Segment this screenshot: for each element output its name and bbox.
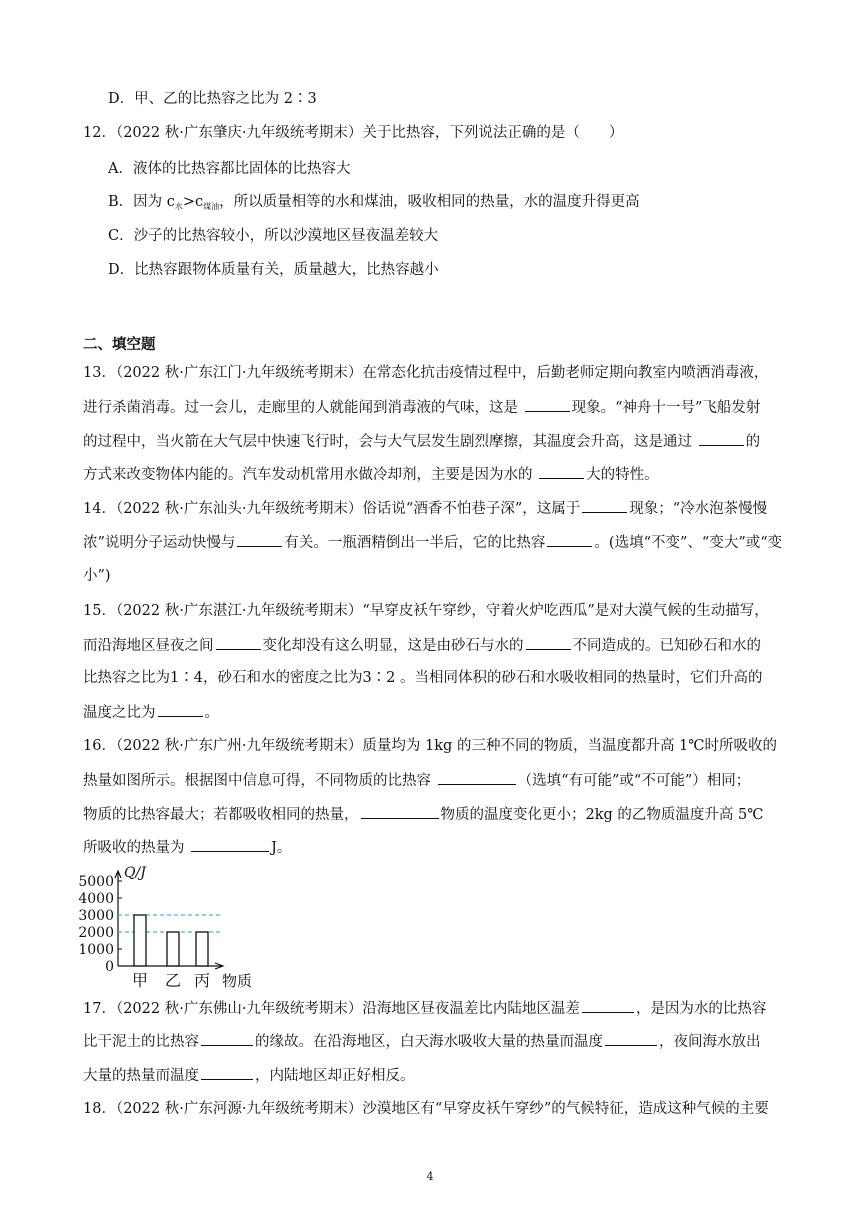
y-tick-label-1: 1000 [78,942,114,958]
q15-blank-3[interactable] [158,702,203,717]
q15-blank-1[interactable] [216,635,261,650]
q13-blank-2[interactable] [699,431,744,446]
q17-line-2: 比干泥土的比热容 的缘故。在沿海地区，白天海水吸收大量的热量而温度 ，夜间海水放出 [83,1031,761,1052]
y-axis-label: Q/J [124,865,146,881]
bar-1 [167,932,179,966]
q13-line-3: 的过程中，当火箭在大气层中快速飞行时，会与大气层发生剧烈摩擦，其温度会升高，这是通过 的 [83,431,760,452]
q14-line-3: 小”) [83,568,111,584]
x-category-label-0: 甲 [131,971,149,990]
q16-line-3: 物质的比热容最大；若都吸收相同的热量， 物质的温度变化更小；2kg 的乙物质温度升高 5℃ [83,804,763,825]
q13-line-4: 方式来改变物体内能的。汽车发动机常用水做冷却剂，主要是因为水的 大的特性。 [83,464,659,485]
q15-line-3: 比热容之比为1∶4，砂石和水的密度之比为3∶2 。当相同体积的砂石和水吸收相同的热量时，它们升高的 [83,670,763,686]
y-tick-label-0: 0 [105,959,114,975]
x-category-label-2: 丙 [193,971,211,990]
q11-option-d: D．甲、乙的比热容之比为 2∶3 [108,91,317,107]
q14-line-2: 浓”说明分子运动快慢与 有关。一瓶酒精倒出一半后，它的比热容 。(选填“不变”、“变大”或“变 [83,532,782,553]
x-axis-label: 物质 [222,972,253,990]
q13-blank-3[interactable] [539,464,584,479]
x-category-label-1: 乙 [164,971,182,990]
q17-blank-3[interactable] [605,1031,657,1046]
q14-blank-1[interactable] [582,498,627,513]
q12-stem: 12．（2022 秋·广东肇庆·九年级统考期末）关于比热容，下列说法正确的是（ ） [83,125,624,141]
q17-blank-2[interactable] [201,1031,253,1046]
q15-line-1: 15．（2022 秋·广东湛江·九年级统考期末）“早穿皮袄午穿纱，守着火炉吃西瓜”是对大漠气候的生动描写， [83,603,769,619]
q14-line-1: 14．（2022 秋·广东汕头·九年级统考期末）俗话说“酒香不怕巷子深”，这属于 现象；“冷水泡茶慢慢 [83,498,767,519]
y-tick-label-5: 5000 [78,874,114,890]
q17-line-1: 17．（2022 秋·广东佛山·九年级统考期末）沿海地区昼夜温差比内陆地区温差 ，是因为水的比热容 [83,998,766,1019]
q17-blank-4[interactable] [201,1065,253,1080]
heat-bar-chart [72,863,262,991]
y-tick-label-3: 3000 [78,908,114,924]
q15-line-4: 温度之比为 。 [83,702,219,723]
q16-blank-1[interactable] [438,770,516,785]
q12-option-a: A．液体的比热容都比固体的比热容大 [108,161,351,177]
q16-blank-3[interactable] [191,837,269,852]
y-tick-label-4: 4000 [78,891,114,907]
q17-line-3: 大量的热量而温度 ，内陆地区却正好相反。 [83,1065,415,1086]
bar-2 [196,932,208,966]
q17-blank-1[interactable] [582,998,634,1013]
q13-blank-1[interactable] [525,397,570,412]
q16-line-1: 16．（2022 秋·广东广州·九年级统考期末）质量均为 1kg 的三种不同的物质，当温度都升高 1℃时所吸收的 [83,738,777,754]
q16-blank-2[interactable] [361,804,439,819]
bar-0 [134,915,146,966]
y-tick-label-2: 2000 [78,925,114,941]
q14-blank-3[interactable] [547,532,592,547]
q12-option-d: D．比热容跟物体质量有关，质量越大，比热容越小 [108,262,439,278]
q13-line-2: 进行杀菌消毒。过一会儿，走廊里的人就能闻到消毒液的气味，这是 现象。“神舟十一号”飞船发射 [83,397,760,418]
q15-blank-2[interactable] [526,635,571,650]
q18-line-1: 18．（2022 秋·广东河源·九年级统考期末）沙漠地区有“早穿皮袄午穿纱”的气候特征，造成这种气候的主要 [83,1101,769,1117]
q12-option-c: C．沙子的比热容较小，所以沙漠地区昼夜温差较大 [108,228,439,244]
q13-line-1: 13．（2022 秋·广东江门·九年级统考期末）在常态化抗击疫情过程中，后勤老师定期向教室内喷洒消毒液， [83,365,769,381]
q16-line-4: 所吸收的热量为 J。 [83,837,291,858]
q12-option-b: B．因为 $c_水>c_{煤油}$，所以质量相等的水和煤油，吸收相同的热量，水的温度升得更高 [108,194,640,211]
section-title: 二、填空题 [83,337,156,353]
page-number: 4 [426,1170,434,1183]
q16-line-2: 热量如图所示。根据图中信息可得，不同物质的比热容 （选填“有可能”或“不可能”）相同； [83,770,750,791]
q14-blank-2[interactable] [237,532,282,547]
q15-line-2: 而沿海地区昼夜之间 变化却没有这么明显，这是由砂石与水的 不同造成的。已知砂石和水的 [83,635,761,656]
